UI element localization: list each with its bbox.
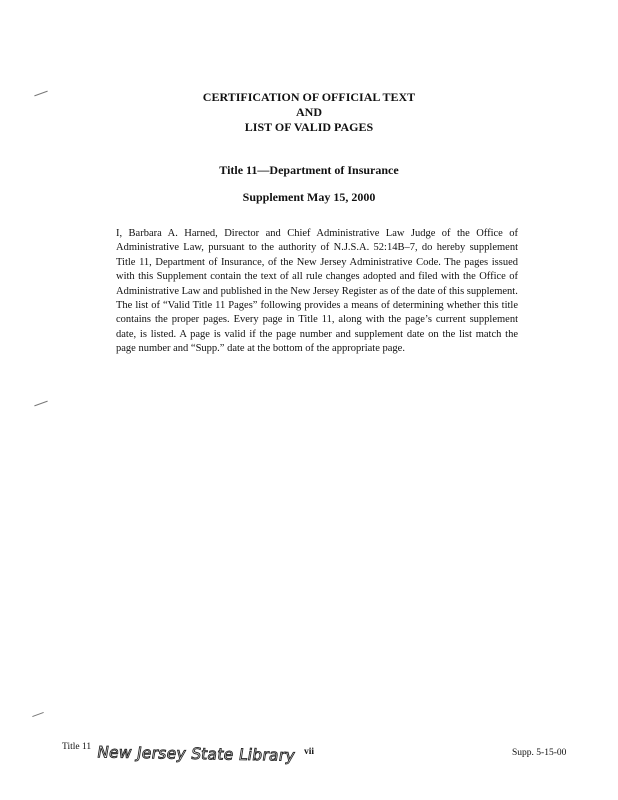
title-heading: Title 11—Department of Insurance bbox=[219, 163, 399, 177]
footer-supplement-date: Supp. 5-15-00 bbox=[512, 748, 567, 758]
library-stamp: New Jersey State Library bbox=[95, 743, 297, 765]
heading-line-3: LIST OF VALID PAGES bbox=[244, 120, 374, 134]
supplement-heading: Supplement May 15, 2000 bbox=[242, 190, 376, 204]
valid-pages-paragraph: The list of “Valid Title 11 Pages” following provides a means of determining whether this title contains the proper pages. Every page in Title 11, along with the page’s current supplement date, is listed. A page is valid if the page number and supplement date on the list match the page number and “Supp.” date at the bottom of the appropriate page. bbox=[116, 300, 518, 355]
footer-title: Title 11 bbox=[62, 742, 92, 752]
certification-heading bbox=[0, 90, 618, 135]
certification-paragraph: I, Barbara A. Harned, Director and Chief Administrative Law Judge of the Office of Administrative Law, pursuant to the authority of N.J.S.A. 52:14B–7, do hereby supplement Title 11, Department of Insurance, of the New Jersey Administrative Code. The pages issued with this Supplement contain the text of all rule changes adopted and filed with the Office of Administrative Law and published in the New Jersey Register as of the date of this supplement. bbox=[116, 228, 518, 297]
page-number: vii bbox=[303, 747, 315, 757]
scan-mark bbox=[32, 712, 44, 717]
heading-line-2: AND bbox=[296, 105, 322, 119]
scan-mark bbox=[34, 401, 47, 407]
heading-line-1: CERTIFICATION OF OFFICIAL TEXT bbox=[202, 90, 416, 104]
